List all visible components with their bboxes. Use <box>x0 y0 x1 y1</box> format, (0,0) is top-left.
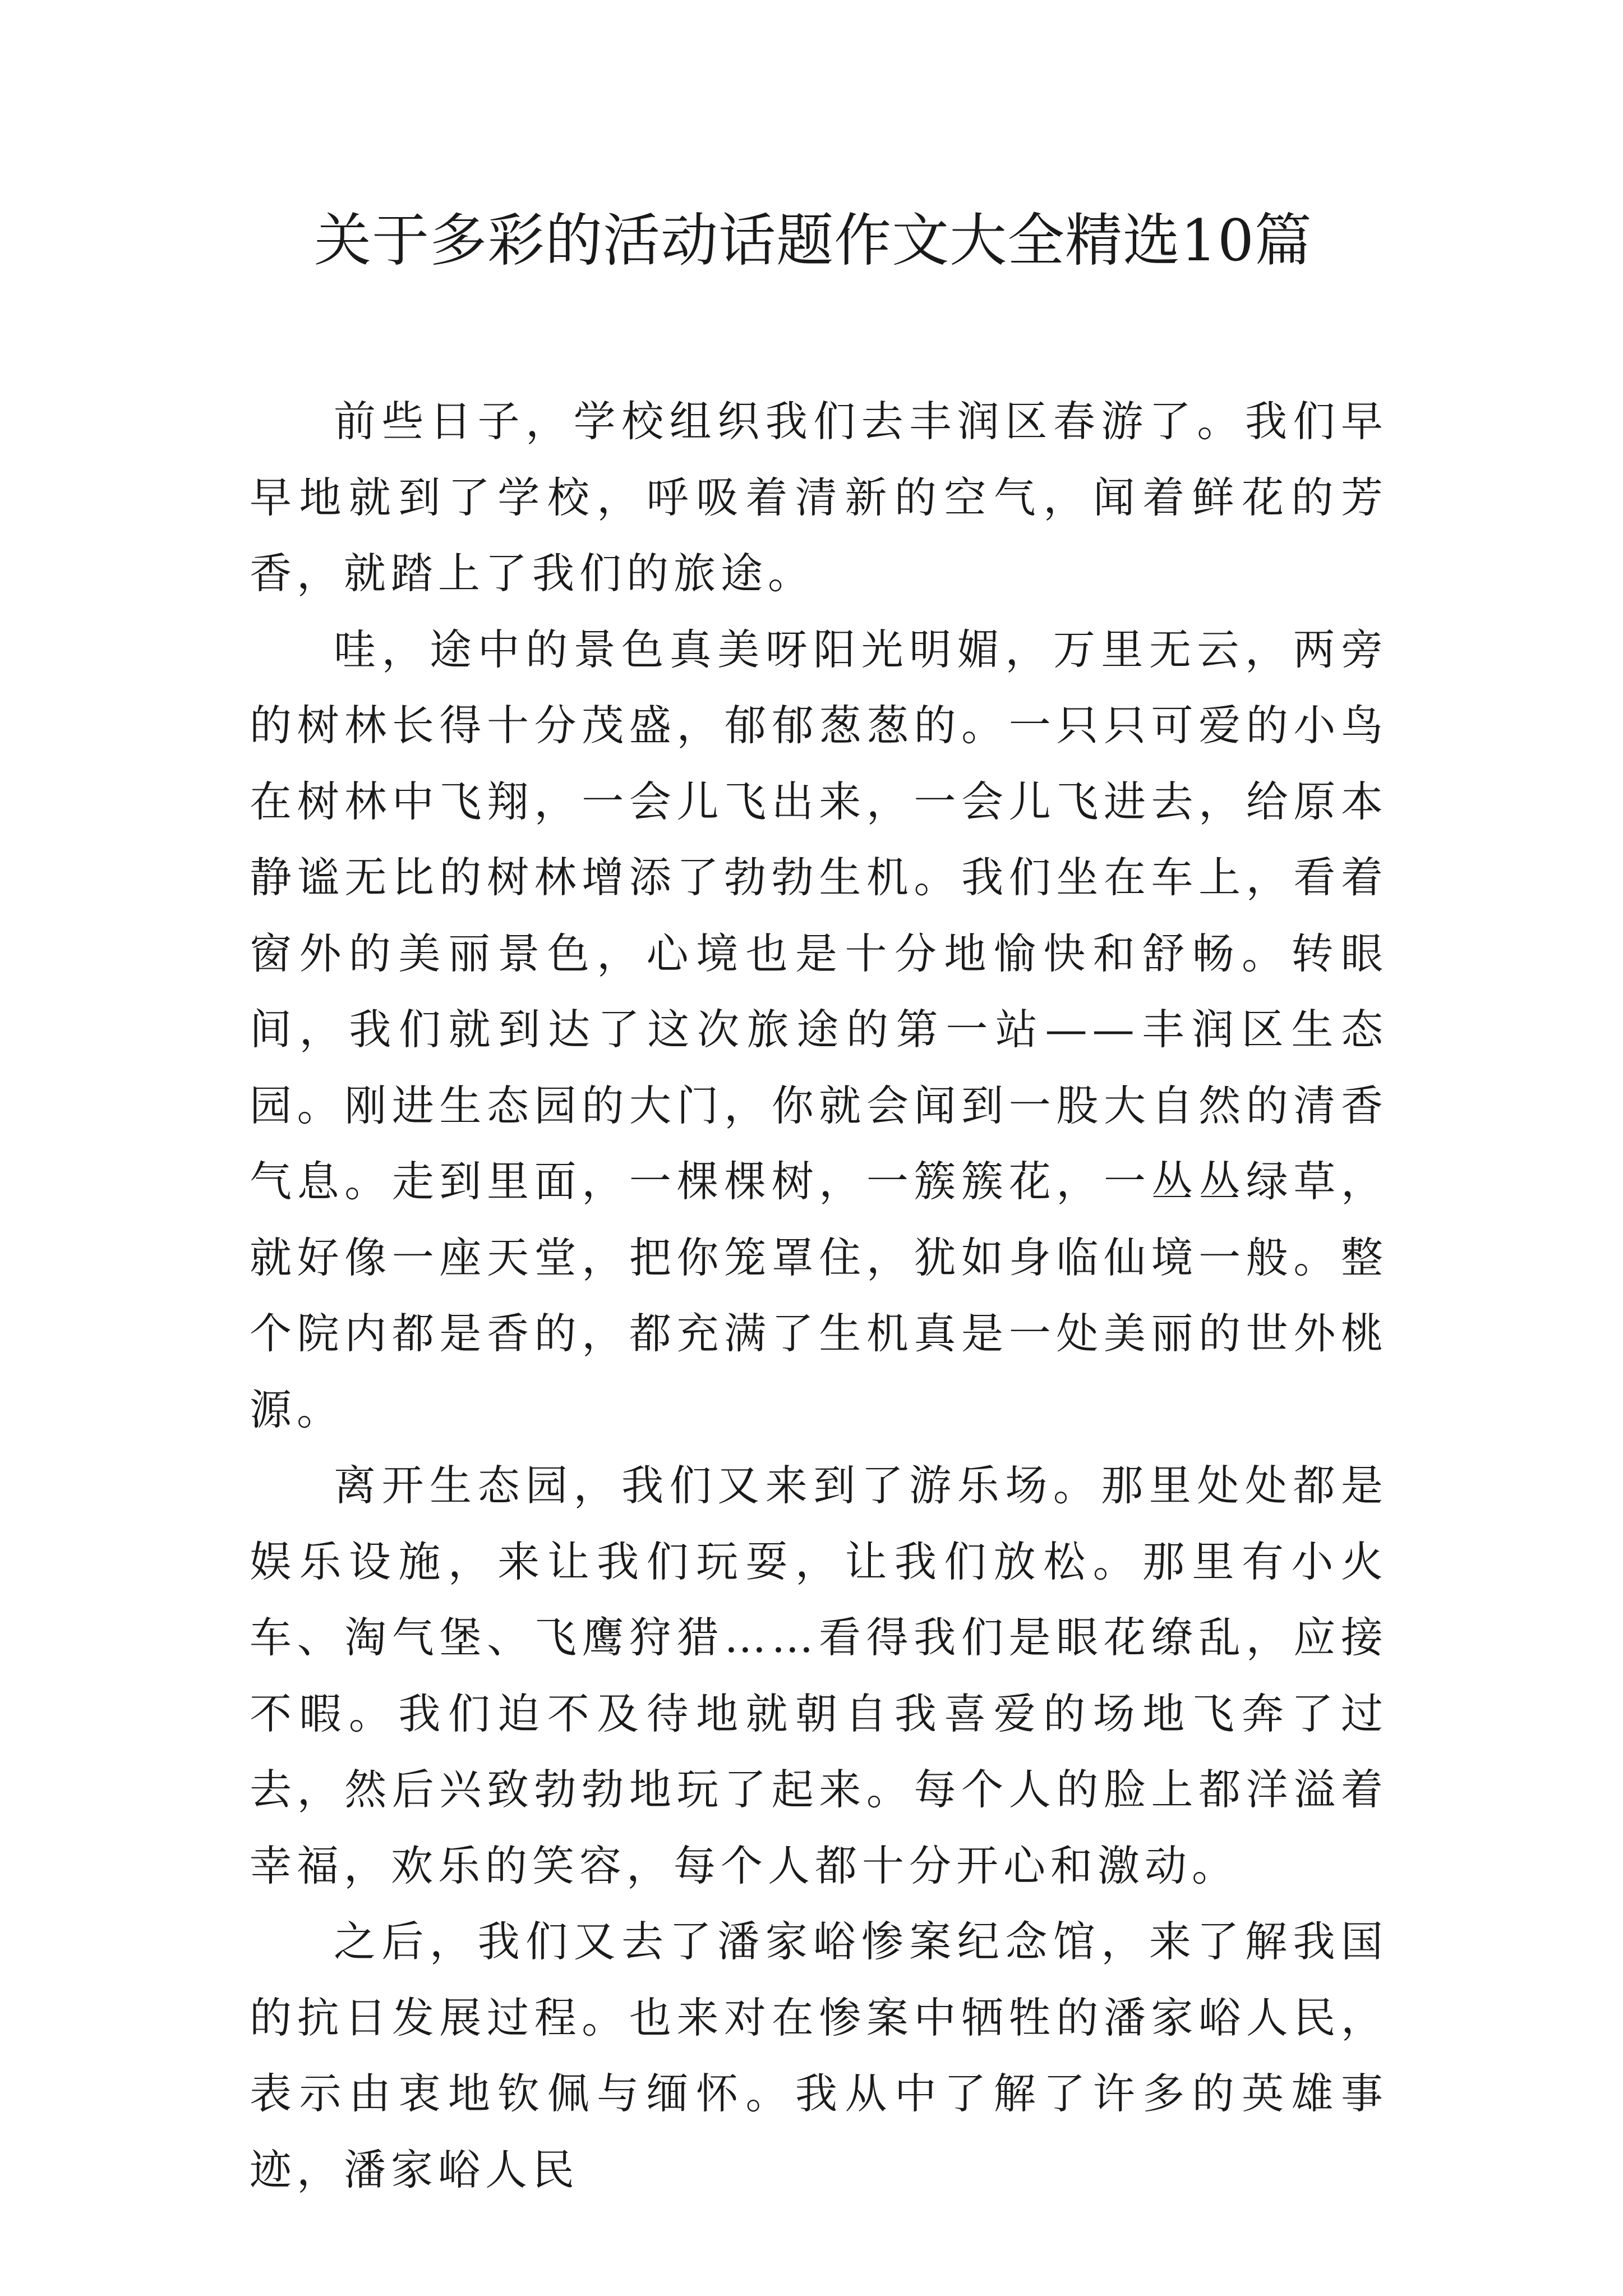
paragraph-4: 之后，我们又去了潘家峪惨案纪念馆，来了解我国的抗日发展过程。也来对在惨案中牺牲的潘家峪人民，表示由衷地钦佩与缅怀。我从中了解了许多的英雄事迹，潘家峪人民 <box>250 1917 1388 2194</box>
document-body <box>250 384 1388 2208</box>
paragraph-1: 前些日子，学校组织我们去丰润区春游了。我们早早地就到了学校，呼吸着清新的空气，闻着鲜花的芳香，就踏上了我们的旅途。 <box>250 397 1388 598</box>
paragraph-3: 离开生态园，我们又来到了游乐场。那里处处都是娱乐设施，来让我们玩耍，让我们放松。那里有小火车、淘气堡、飞鹰狩猎……看得我们是眼花缭乱，应接不暇。我们迫不及待地就朝自我喜爱的场地飞奔了过去，然后兴致勃勃地玩了起来。每个人的脸上都洋溢着幸福，欢乐的笑容，每个人都十分开心和激动。 <box>250 1461 1388 1890</box>
document-title: 关于多彩的活动话题作文大全精选10篇 <box>314 208 1312 274</box>
paragraph-2: 哇，途中的景色真美呀阳光明媚，万里无云，两旁的树林长得十分茂盛，郁郁葱葱的。一只只可爱的小鸟在树林中飞翔，一会儿飞出来，一会儿飞进去，给原本静谧无比的树林增添了勃勃生机。我们坐在车上，看着窗外的美丽景色，心境也是十分地愉快和舒畅。转眼间，我们就到达了这次旅途的第一站——丰润区生态园。刚进生态园的大门，你就会闻到一股大自然的清香气息。走到里面，一棵棵树，一簇簇花，一丛丛绿草，就好像一座天堂，把你笼罩住，犹如身临仙境一般。整个院内都是香的，都充满了生机真是一处美丽的世外桃源。 <box>250 624 1388 1434</box>
